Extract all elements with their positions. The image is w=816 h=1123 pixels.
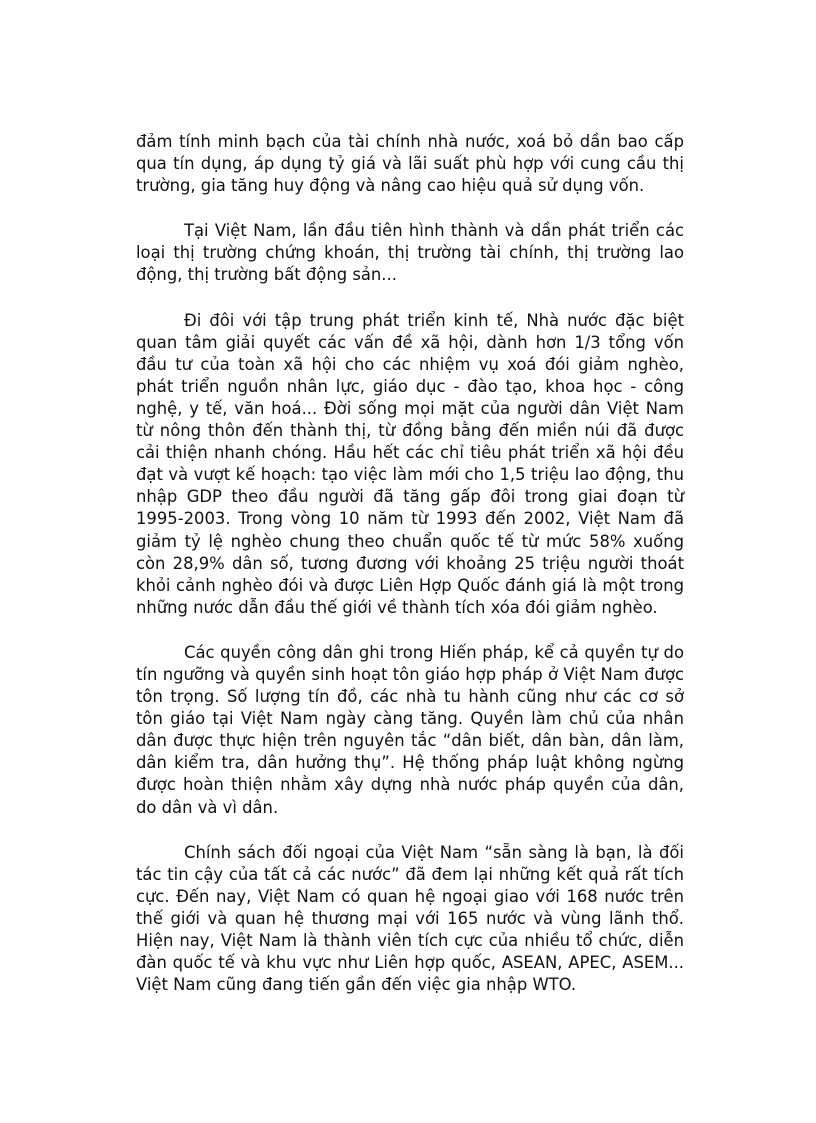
paragraph-finance: đảm tính minh bạch của tài chính nhà nước, xoá bỏ dần bao cấp qua tín dụng, áp dụng tỷ giá và lãi suất phù hợp với cung cầu thị trường, gia tăng huy động và nâng cao hiệu quả sử dụng vốn. (136, 132, 684, 196)
paragraph-civil-rights: Các quyền công dân ghi trong Hiến pháp, kể cả quyền tự do tín ngưỡng và quyền sinh hoạt tôn giáo hợp pháp ở Việt Nam được tôn trọng. Số lượng tín đồ, các nhà tu hành cũng như các cơ sở tôn giáo tại Việt Nam ngày càng tăng. Quyền làm chủ của nhân dân được thực hiện trên nguyên tắc “dân biết, dân bàn, dân làm, dân kiểm tra, dân hưởng thụ”. Hệ thống pháp luật không ngừng được hoàn thiện nhằm xây dựng nhà nước pháp quyền của dân, do dân và vì dân. (136, 642, 684, 817)
paragraph-markets: Tại Việt Nam, lần đầu tiên hình thành và dần phát triển các loại thị trường chứng khoán, thị trường tài chính, thị trường lao động, thị trường bất động sản... (136, 221, 684, 285)
paragraph-social-development: Đi đôi với tập trung phát triển kinh tế, Nhà nước đặc biệt quan tâm giải quyết các vấn đề xã hội, dành hơn 1/3 tổng vốn đầu tư của toàn xã hội cho các nhiệm vụ xoá đói giảm nghèo, phát triển nguồn nhân lực, giáo dục - đào tạo, khoa học - công nghệ, y tế, văn hoá... Đời sống mọi mặt của người dân Việt Nam từ nông thôn đến thành thị, từ đồng bằng đến miền núi đã được cải thiện nhanh chóng. Hầu hết các chỉ tiêu phát triển xã hội đều đạt và vượt kế hoạch: tạo việc làm mới cho 1,5 triệu lao động, thu nhập GDP theo đầu người đã tăng gấp đôi trong giai đoạn từ 1995-2003. Trong vòng 10 năm từ 1993 đến 2002, Việt Nam đã giảm tỷ lệ nghèo chung theo chuẩn quốc tế từ mức 58% xuống còn 28,9% dân số, tương đương với khoảng 25 triệu người thoát khỏi cảnh nghèo đói và được Liên Hợp Quốc đánh giá là một trong những nước dẫn đầu thế giới về thành tích xóa đói giảm nghèo. (136, 310, 684, 617)
paragraph-foreign-policy: Chính sách đối ngoại của Việt Nam “sẵn sàng là bạn, là đối tác tin cậy của tất cả các nước” đã đem lại những kết quả rất tích cực. Đến nay, Việt Nam có quan hệ ngoại giao với 168 nước trên thế giới và quan hệ thương mại với 165 nước và vùng lãnh thổ. Hiện nay, Việt Nam là thành viên tích cực của nhiều tổ chức, diễn đàn quốc tế và khu vực như Liên hợp quốc, ASEAN, APEC, ASEM... Việt Nam cũng đang tiến gần đến việc gia nhập WTO. (136, 842, 684, 995)
document-body (136, 131, 684, 1019)
